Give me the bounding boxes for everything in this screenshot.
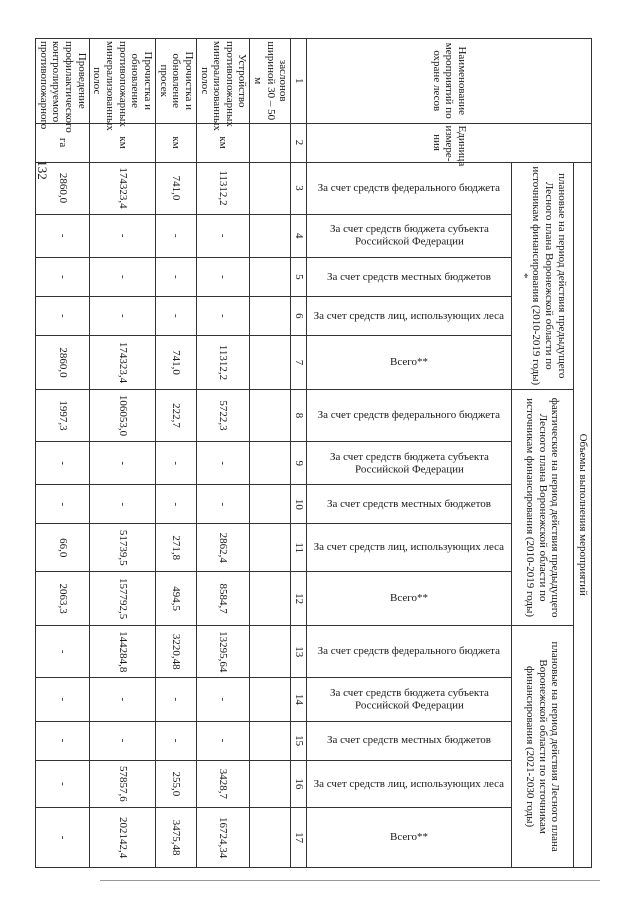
column-number: 1 bbox=[291, 39, 307, 124]
row-value: 255,0 bbox=[155, 760, 196, 808]
row-value: 174323,4 bbox=[89, 162, 155, 214]
row-value: 8584,7 bbox=[196, 572, 250, 626]
row-value: - bbox=[196, 296, 250, 335]
row-value: - bbox=[36, 721, 90, 760]
column-number: 7 bbox=[291, 335, 307, 389]
row-value bbox=[250, 257, 291, 296]
row-value bbox=[250, 485, 291, 524]
column-number: 6 bbox=[291, 296, 307, 335]
row-value: - bbox=[89, 296, 155, 335]
column-number: 2 bbox=[291, 123, 307, 162]
row-value: 2860,0 bbox=[36, 162, 90, 214]
row-value: 5722,3 bbox=[196, 390, 250, 442]
row-value bbox=[250, 760, 291, 808]
forest-protection-table bbox=[37, 38, 592, 868]
footer-rule bbox=[100, 880, 600, 881]
subheader-federal: За счет средств федерального бюджета bbox=[307, 162, 512, 214]
row-value: 741,0 bbox=[155, 162, 196, 214]
row-value: 106053,0 bbox=[89, 390, 155, 442]
row-unit bbox=[250, 123, 291, 162]
row-value: - bbox=[155, 214, 196, 257]
row-value: - bbox=[89, 257, 155, 296]
column-number: 17 bbox=[291, 808, 307, 868]
subheader-persons: За счет средств лиц, использующих леса bbox=[307, 760, 512, 808]
row-name: Устройство противопожарных минерализованных полос bbox=[196, 39, 250, 124]
subheader-federal: За счет средств федерального бюджета bbox=[307, 390, 512, 442]
row-value: 494,5 bbox=[155, 572, 196, 626]
row-value: 3220,48 bbox=[155, 626, 196, 678]
column-number: 9 bbox=[291, 442, 307, 485]
table-row bbox=[155, 39, 196, 868]
row-value: 16724,34 bbox=[196, 808, 250, 868]
row-value: - bbox=[196, 721, 250, 760]
row-value: - bbox=[89, 442, 155, 485]
column-number: 3 bbox=[291, 162, 307, 214]
row-value bbox=[250, 296, 291, 335]
subheader-local: За счет средств местных бюджетов bbox=[307, 257, 512, 296]
subheader-subject: За счет средств бюджета субъекта Российской Федерации bbox=[307, 214, 512, 257]
table-row bbox=[89, 39, 155, 868]
subheader-federal: За счет средств федерального бюджета bbox=[307, 626, 512, 678]
row-value bbox=[250, 442, 291, 485]
row-value: - bbox=[89, 485, 155, 524]
header-group-actual-prev: фактические на период действия предыдущего Лесного плана Воронежской области по источникам финансирования (2010-2019 годы) bbox=[512, 390, 574, 626]
row-value: 57857,6 bbox=[89, 760, 155, 808]
row-value: - bbox=[36, 214, 90, 257]
row-value: - bbox=[36, 808, 90, 868]
row-value: - bbox=[36, 442, 90, 485]
row-value: 271,8 bbox=[155, 524, 196, 572]
table-row bbox=[250, 39, 291, 868]
row-value: - bbox=[89, 678, 155, 721]
header-group-planned-new: плановые на период действия Лесного плана Воронежской области по источникам финансирования (2021-2030 годы) bbox=[512, 626, 574, 868]
row-value: 11312,2 bbox=[196, 162, 250, 214]
header-name: Наименование мероприятий по охране лесов bbox=[307, 39, 592, 124]
row-value bbox=[250, 162, 291, 214]
row-value: 51739,5 bbox=[89, 524, 155, 572]
row-value: 174323,4 bbox=[89, 335, 155, 389]
column-number: 13 bbox=[291, 626, 307, 678]
row-value: - bbox=[196, 257, 250, 296]
column-number: 8 bbox=[291, 390, 307, 442]
column-number: 4 bbox=[291, 214, 307, 257]
row-value: 66,0 bbox=[36, 524, 90, 572]
header-group-planned-prev: плановые на период действия предыдущего Лесного плана Воронежской области по источникам финансирования (2010-2019 годы) * bbox=[512, 162, 574, 390]
column-number: 15 bbox=[291, 721, 307, 760]
row-value bbox=[250, 678, 291, 721]
row-name: Проведение профилактического контролируемого противопожарного bbox=[36, 39, 90, 124]
row-value: 13295,64 bbox=[196, 626, 250, 678]
table-body bbox=[36, 39, 291, 868]
subheader-local: За счет средств местных бюджетов bbox=[307, 721, 512, 760]
subheader-subject: За счет средств бюджета субъекта Российской Федерации bbox=[307, 678, 512, 721]
row-value: 741,0 bbox=[155, 335, 196, 389]
subheader-local: За счет средств местных бюджетов bbox=[307, 485, 512, 524]
row-value: - bbox=[155, 721, 196, 760]
row-value: 3475,48 bbox=[155, 808, 196, 868]
row-value: - bbox=[89, 214, 155, 257]
row-value: 3428,7 bbox=[196, 760, 250, 808]
row-value: - bbox=[36, 257, 90, 296]
row-value: - bbox=[155, 442, 196, 485]
rotated-table-container bbox=[37, 38, 592, 868]
subheader-total: Всего** bbox=[307, 808, 512, 868]
row-value: - bbox=[155, 678, 196, 721]
row-value: - bbox=[155, 485, 196, 524]
column-number: 14 bbox=[291, 678, 307, 721]
row-value bbox=[250, 626, 291, 678]
column-number-row bbox=[291, 39, 307, 868]
row-value: 202142,4 bbox=[89, 808, 155, 868]
row-name: заслонов шириной 30 – 50 м bbox=[250, 39, 291, 124]
row-value: 144284,8 bbox=[89, 626, 155, 678]
row-value: - bbox=[36, 485, 90, 524]
row-name: Прочистка и обновление противопожарных минерализованных полос bbox=[89, 39, 155, 124]
row-value: - bbox=[155, 257, 196, 296]
column-number: 5 bbox=[291, 257, 307, 296]
row-value: - bbox=[196, 678, 250, 721]
column-number: 10 bbox=[291, 485, 307, 524]
row-value: 1997,3 bbox=[36, 390, 90, 442]
row-value: 2862,4 bbox=[196, 524, 250, 572]
subheader-persons: За счет средств лиц, использующих леса bbox=[307, 296, 512, 335]
row-unit: км bbox=[155, 123, 196, 162]
row-value bbox=[250, 524, 291, 572]
table-row bbox=[196, 39, 250, 868]
row-value: - bbox=[196, 485, 250, 524]
row-value: - bbox=[36, 626, 90, 678]
row-value bbox=[250, 214, 291, 257]
subheader-total: Всего** bbox=[307, 335, 512, 389]
measures-table bbox=[35, 38, 592, 868]
row-unit: км bbox=[89, 123, 155, 162]
row-value: - bbox=[196, 442, 250, 485]
row-value: - bbox=[155, 296, 196, 335]
row-value: 2063,3 bbox=[36, 572, 90, 626]
row-value: - bbox=[196, 214, 250, 257]
row-name: Прочистка и обновление просек bbox=[155, 39, 196, 124]
subheader-persons: За счет средств лиц, использующих леса bbox=[307, 524, 512, 572]
row-value: 11312,2 bbox=[196, 335, 250, 389]
table-row bbox=[36, 39, 90, 868]
row-value: - bbox=[36, 296, 90, 335]
page-number: 132 bbox=[34, 160, 50, 180]
header-volumes: Объемы выполнения мероприятий bbox=[574, 162, 592, 867]
column-number: 11 bbox=[291, 524, 307, 572]
subheader-total: Всего** bbox=[307, 572, 512, 626]
row-value bbox=[250, 390, 291, 442]
column-number: 12 bbox=[291, 572, 307, 626]
row-value: 157792,5 bbox=[89, 572, 155, 626]
row-value bbox=[250, 721, 291, 760]
column-number: 16 bbox=[291, 760, 307, 808]
row-value bbox=[250, 572, 291, 626]
row-value bbox=[250, 808, 291, 868]
row-value: - bbox=[36, 678, 90, 721]
row-unit: га bbox=[36, 123, 90, 162]
row-unit: км bbox=[196, 123, 250, 162]
header-unit: Единица измере-ния bbox=[307, 123, 592, 162]
row-value bbox=[250, 335, 291, 389]
subheader-subject: За счет средств бюджета субъекта Российской Федерации bbox=[307, 442, 512, 485]
row-value: - bbox=[89, 721, 155, 760]
row-value: 222,7 bbox=[155, 390, 196, 442]
row-value: 2860,0 bbox=[36, 335, 90, 389]
row-value: - bbox=[36, 760, 90, 808]
